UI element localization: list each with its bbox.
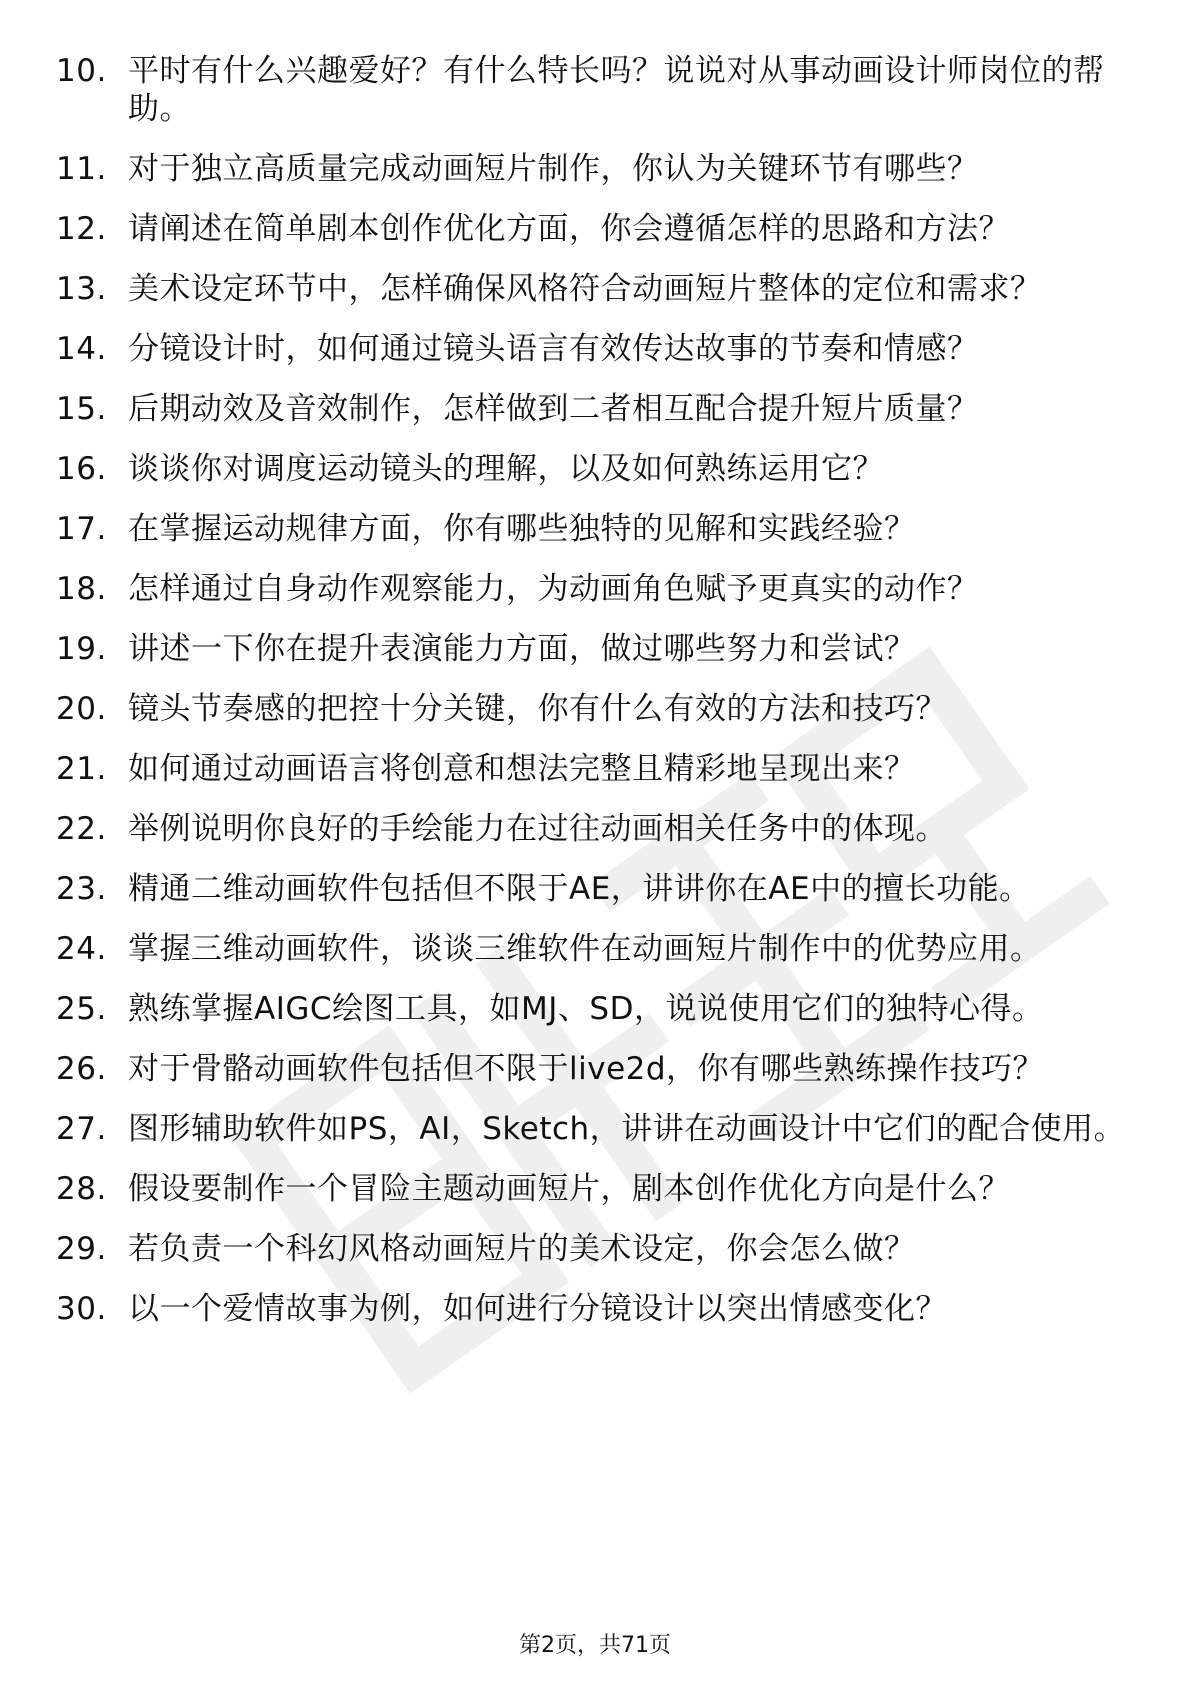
question-list (56, 52, 1136, 1350)
question-number: 28. (56, 1171, 107, 1207)
question-text: 对于骨骼动画软件包括但不限于live2d，你有哪些熟练操作技巧？ (128, 1051, 1045, 1087)
question-item (56, 1170, 1136, 1208)
question-item (56, 750, 1136, 788)
question-number: 25. (56, 991, 107, 1027)
question-item (56, 270, 1136, 308)
question-item (56, 810, 1136, 848)
question-text: 掌握三维动画软件，谈谈三维软件在动画短片制作中的优势应用。 (128, 931, 1042, 967)
question-text: 精通二维动画软件包括但不限于AE，讲讲你在AE中的擅长功能。 (128, 871, 1031, 907)
question-item (56, 450, 1136, 488)
question-number: 22. (56, 811, 107, 847)
question-item (56, 1050, 1136, 1088)
question-text: 对于独立高质量完成动画短片制作，你认为关键环节有哪些？ (128, 151, 979, 187)
question-text: 若负责一个科幻风格动画短片的美术设定，你会怎么做？ (128, 1231, 916, 1267)
question-text: 美术设定环节中，怎样确保风格符合动画短片整体的定位和需求？ (128, 271, 1042, 307)
question-number: 24. (56, 931, 107, 967)
question-item (56, 930, 1136, 968)
question-number: 14. (56, 331, 107, 367)
question-number: 29. (56, 1231, 107, 1267)
question-item (56, 1110, 1136, 1148)
page-footer (0, 1632, 1190, 1660)
question-item (56, 210, 1136, 248)
question-item (56, 570, 1136, 608)
question-number: 19. (56, 631, 107, 667)
question-text: 怎样通过自身动作观察能力，为动画角色赋予更真实的动作？ (128, 571, 979, 607)
question-number: 18. (56, 571, 107, 607)
question-number: 13. (56, 271, 107, 307)
question-text: 熟练掌握AIGC绘图工具，如MJ、SD，说说使用它们的独特心得。 (128, 991, 1044, 1027)
question-text: 谈谈你对调度运动镜头的理解，以及如何熟练运用它？ (128, 451, 884, 487)
question-text: 后期动效及音效制作，怎样做到二者相互配合提升短片质量？ (128, 391, 979, 427)
question-text: 分镜设计时，如何通过镜头语言有效传达故事的节奏和情感？ (128, 331, 979, 367)
question-text: 以一个爱情故事为例，如何进行分镜设计以突出情感变化？ (128, 1291, 947, 1327)
question-text: 请阐述在简单剧本创作优化方面，你会遵循怎样的思路和方法？ (128, 211, 1010, 247)
question-number: 23. (56, 871, 107, 907)
question-item (56, 1230, 1136, 1268)
question-item (56, 690, 1136, 728)
question-text: 在掌握运动规律方面，你有哪些独特的见解和实践经验？ (128, 511, 916, 547)
question-item (56, 870, 1136, 908)
question-number: 27. (56, 1111, 107, 1147)
question-number: 20. (56, 691, 107, 727)
question-text: 平时有什么兴趣爱好？有什么特长吗？说说对从事动画设计师岗位的帮助。 (128, 53, 1105, 127)
question-text: 如何通过动画语言将创意和想法完整且精彩地呈现出来？ (128, 751, 916, 787)
question-number: 17. (56, 511, 107, 547)
question-item (56, 990, 1136, 1028)
question-number: 26. (56, 1051, 107, 1087)
question-item (56, 330, 1136, 368)
question-text: 镜头节奏感的把控十分关键，你有什么有效的方法和技巧？ (128, 691, 947, 727)
question-number: 21. (56, 751, 107, 787)
question-text: 讲述一下你在提升表演能力方面，做过哪些努力和尝试？ (128, 631, 916, 667)
question-number: 11. (56, 151, 107, 187)
question-number: 15. (56, 391, 107, 427)
question-number: 12. (56, 211, 107, 247)
question-item (56, 150, 1136, 188)
question-text: 假设要制作一个冒险主题动画短片，剧本创作优化方向是什么？ (128, 1171, 1010, 1207)
question-item (56, 52, 1136, 128)
question-number: 10. (56, 53, 107, 89)
question-item (56, 1290, 1136, 1328)
question-item (56, 510, 1136, 548)
question-item (56, 390, 1136, 428)
question-item (56, 630, 1136, 668)
question-text: 图形辅助软件如PS，AI，Sketch，讲讲在动画设计中它们的配合使用。 (128, 1111, 1126, 1147)
question-number: 16. (56, 451, 107, 487)
page-number-label: 第2页，共71页 (519, 1633, 671, 1658)
question-text: 举例说明你良好的手绘能力在过往动画相关任务中的体现。 (128, 811, 947, 847)
question-number: 30. (56, 1291, 107, 1327)
